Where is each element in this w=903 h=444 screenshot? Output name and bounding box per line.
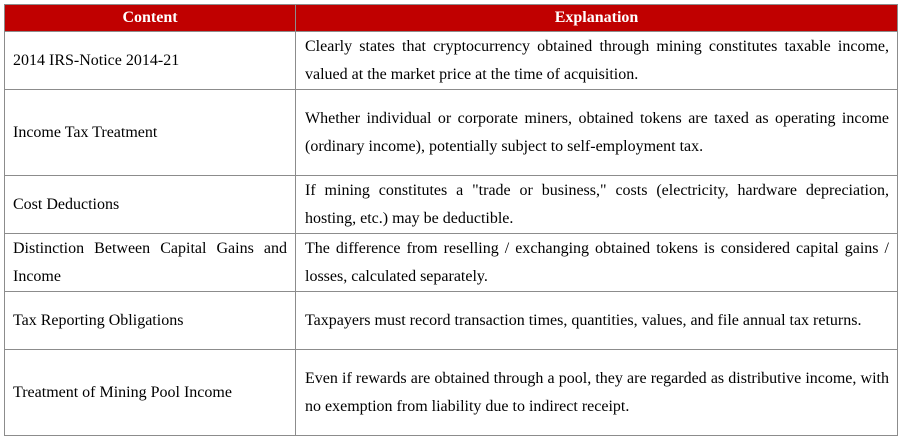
row-content: Distinction Between Capital Gains and Income xyxy=(5,234,296,292)
tax-treatment-table xyxy=(4,4,898,436)
table-row xyxy=(5,176,898,234)
header-content: Content xyxy=(5,5,296,32)
row-content: Income Tax Treatment xyxy=(5,90,296,176)
table-header-row xyxy=(5,5,898,32)
row-explanation: Whether individual or corporate miners, obtained tokens are taxed as operating income (ordinary income), potentially subject to self-employment tax. xyxy=(296,90,898,176)
table-container xyxy=(4,4,897,436)
row-explanation: If mining constitutes a "trade or business," costs (electricity, hardware depreciation, hosting, etc.) may be deductible. xyxy=(296,176,898,234)
row-explanation: Clearly states that cryptocurrency obtained through mining constitutes taxable income, valued at the market price at the time of acquisition. xyxy=(296,32,898,90)
row-content: Treatment of Mining Pool Income xyxy=(5,350,296,436)
row-content: Cost Deductions xyxy=(5,176,296,234)
header-explanation: Explanation xyxy=(296,5,898,32)
table-row xyxy=(5,32,898,90)
table-row xyxy=(5,350,898,436)
row-explanation: Even if rewards are obtained through a pool, they are regarded as distributive income, with no exemption from liability due to indirect receipt. xyxy=(296,350,898,436)
table-row xyxy=(5,90,898,176)
table-row xyxy=(5,234,898,292)
row-explanation: Taxpayers must record transaction times, quantities, values, and file annual tax returns. xyxy=(296,292,898,350)
row-content: 2014 IRS-Notice 2014-21 xyxy=(5,32,296,90)
row-explanation: The difference from reselling / exchanging obtained tokens is considered capital gains / losses, calculated separately. xyxy=(296,234,898,292)
table-row xyxy=(5,292,898,350)
row-content: Tax Reporting Obligations xyxy=(5,292,296,350)
